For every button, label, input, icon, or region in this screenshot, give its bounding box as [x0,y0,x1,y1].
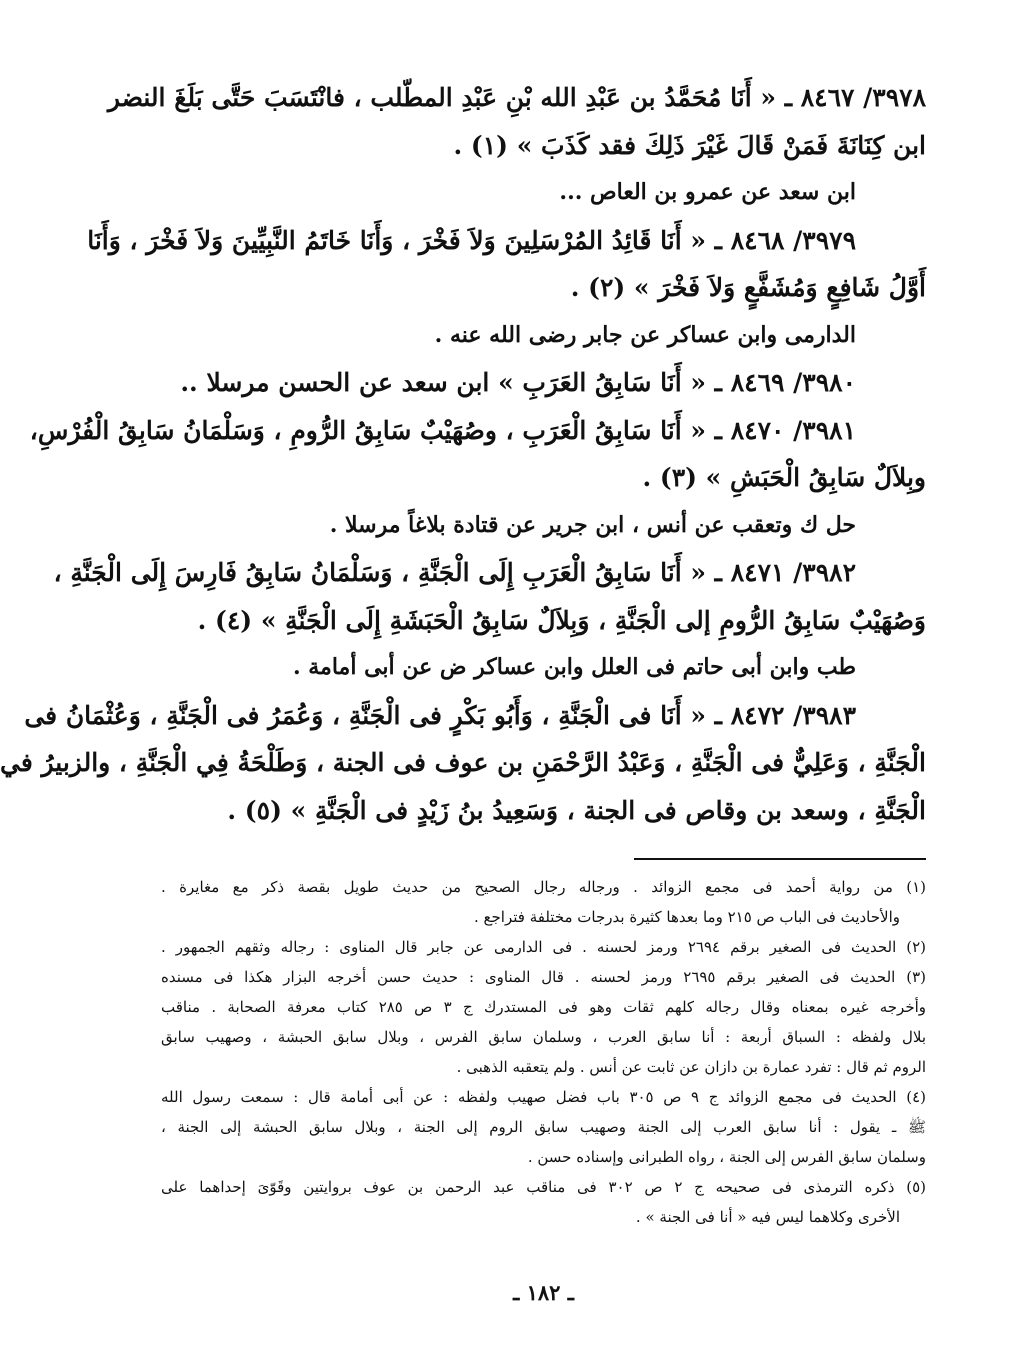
hadith-3983-line-2: الْجَنَّةِ ، وَعَلِيٌّ فى الْجَنَّةِ ، وَعَبْدُ الرَّحْمَنِ بن عوف فى الجنة ، وَطَلْحَةُ فِي الْجَنَّةِ ، والزبيرُ في [0,748,926,777]
hadith-3981-line-1: ٣٩٨١/ ٨٤٧٠ ـ « أَنَا سَابِقُ الْعَرَبِ ، وصُهَيْبٌ سَابِقُ الرُّومِ ، وَسَلْمَانُ سَابِقُ الْفُرْسِ، [29,415,856,445]
footnotes [161,872,926,1232]
hadith-3981-source: حل ك وتعقب عن أنس ، ابن جرير عن قتادة بلاغاً مرسلا . [329,511,856,538]
page-number: ـ ١٨٢ ـ [513,1280,574,1305]
footnote-1-line-2: والأحاديث فى الباب ص ٢١٥ وما بعدها كثيرة بدرجات مختلفة فتراجع . [474,908,900,926]
hadith-3980-line-1: ٣٩٨٠/ ٨٤٦٩ ـ « أَنَا سَابِقُ العَرَبِ » ابن سعد عن الحسن مرسلا .. [180,368,856,397]
hadith-3982-line-1: ٣٩٨٢/ ٨٤٧١ ـ « أَنَا سَابِقُ الْعَرَبِ إِلَى الْجَنَّةِ ، وَسَلْمَانُ سَابِقُ فَارِسَ إِلَى الْجَنَّةِ ، [53,558,856,587]
footnote-3-line-4: الروم ثم قال : تفرد عمارة بن دازان عن ثابت عن أنس . ولم يتعقبه الذهبى . [456,1058,926,1076]
hadith-3982-source: طب وابن أبى حاتم فى العلل وابن عساكر ض عن أبى أمامة . [292,654,856,680]
hadith-3978-line-2: ابن كِنَانَةَ فَمَنْ قَالَ غَيْرَ ذَلِكَ فقد كَذَبَ » (١) . [453,130,926,160]
hadith-3978-line-1: ٣٩٧٨/ ٨٤٦٧ ـ « أَنَا مُحَمَّدُ بن عَبْدِ الله بْنِ عَبْدِ المطّلب ، فانْتَسَبَ حَتَّى بَلَغَ النضر [107,83,926,112]
footnote-1-line-1: (١) من رواية أحمد فى مجمع الزوائد . ورجاله رجال الصحيح من حديث طويل بقصة ذكر مع مغايرة . [161,878,926,896]
hadith-3983-line-1: ٣٩٨٣/ ٨٤٧٢ ـ « أَنَا فى الْجَنَّةِ ، وَأَبُو بَكْرٍ فى الْجَنَّةِ ، وَعُمَرُ فى الْجَنَّةِ ، وَعُثْمَانُ فى [24,700,856,730]
hadith-3981-line-2: وبِلاَلٌ سَابِقُ الْحَبَشِ » (٣) . [642,463,926,492]
footnote-2-line-1: (٢) الحديث فى الصغير برقم ٢٦٩٤ ورمز لحسنه . فى الدارمى عن جابر قال المناوى : رجاله وثقهم الجمهور . [161,938,926,956]
footnote-4-line-1: (٤) الحديث فى مجمع الزوائد ج ٩ ص ٣٠٥ باب فضل صهيب ولفظه : عن أبى أمامة قال : سمعت رسول الله [161,1088,926,1106]
hadith-3983-line-3: الْجَنَّةِ ، وسعد بن وقاص فى الجنة ، وَسَعِيدُ بنُ زَيْدٍ فى الْجَنَّةِ » (٥) . [227,795,926,825]
footnote-3-line-3: بلال ولفظه : السباق أربعة : أنا سابق العرب ، وسلمان سابق الفرس ، وبلال سابق الحبشة ، وصهيب سابق [161,1028,926,1046]
main-text [0,74,926,834]
hadith-3979-source: الدارمى وابن عساكر عن جابر رضى الله عنه . [434,321,856,348]
footnote-3-line-1: (٣) الحديث فى الصغير برقم ٢٦٩٥ ورمز لحسنه . قال المناوى : حديث حسن أخرجه البزار هكذا فى مسنده [161,968,927,986]
footnote-4-line-2: ﷺ ـ يقول : أنا سابق العرب إلى الجنة وصهيب سابق الروم إلى الجنة ، وبلال سابق الحبشة إلى الجنة ، [161,1118,926,1136]
footnote-3-line-2: وأخرجه غيره بمعناه وقال رجاله كلهم ثقات وهو فى المستدرك ج ٣ ص ٢٨٥ كتاب معرفة الصحابة . مناقب [161,998,926,1016]
hadith-3982-line-2: وَصُهَيْبٌ سَابِقُ الرُّومِ إلى الْجَنَّةِ ، وَبِلاَلٌ سَابِقُ الْحَبَشَةِ إِلَى الْجَنَّةِ » (٤) . [197,605,926,635]
hadith-3978-source: ابن سعد عن عمرو بن العاص ... [559,179,856,205]
footnote-5-line-2: الأخرى وكلاهما ليس فيه « أنا فى الجنة » . [635,1208,900,1226]
footnote-divider [634,858,926,860]
footnote-5-line-1: (٥) ذكره الترمذى فى صحيحه ج ٢ ص ٣٠٢ فى مناقب عبد الرحمن بن عوف بروايتين وقَوّىَ إحداهما على [161,1178,926,1196]
hadith-3979-line-1: ٣٩٧٩/ ٨٤٦٨ ـ « أَنَا قَائِدُ المُرْسَلِينَ وَلاَ فَخْرَ ، وَأَنَا خَاتَمُ النَّبِيِّينَ وَلاَ فَخْرَ ، وَأَنَا [87,225,856,255]
hadith-3979-line-2: أَوَّلُ شَافِعٍ وَمُشَفَّعٍ وَلاَ فَخْرَ » (٢) . [570,273,926,302]
footnote-4-line-3: وسلمان سابق الفرس إلى الجنة ، رواه الطبرانى وإسناده حسن . [527,1148,926,1166]
